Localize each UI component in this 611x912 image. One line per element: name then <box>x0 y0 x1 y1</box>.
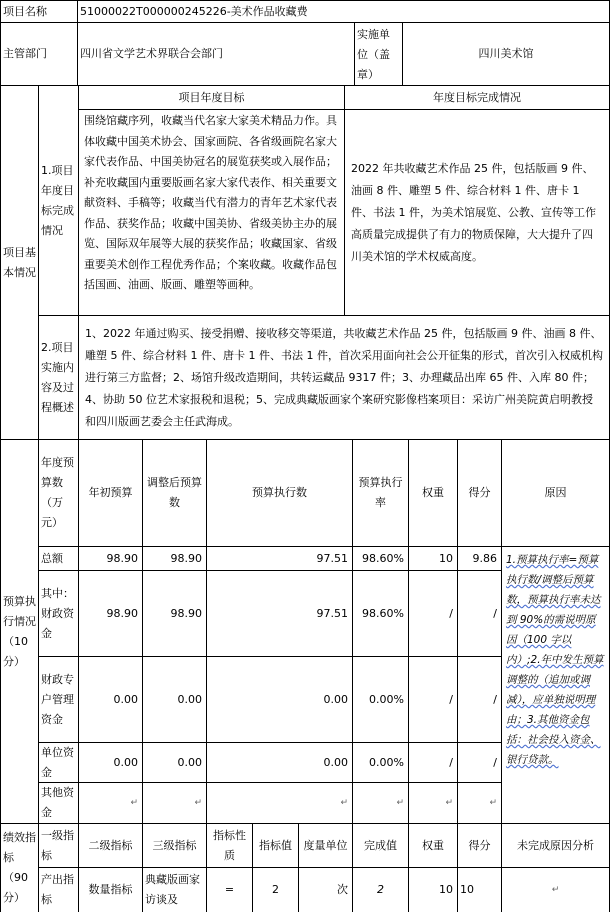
impl-content-text: 1、2022 年通过购买、接受捐赠、接收移交等渠道，共收藏艺术作品 25 件，包括版画 9 件、油画 8 件、雕塑 5 件、综合材料 1 件、唐卡 1 件、书法 1 件，首次采用面向社会公开征集的形式，首次引入权威机构进行第三方监督；2、场馆升级改造期间，共转运藏品 9317 件；3、办理藏品出库 65 件、入库 80 件；4、协助 50 位艺术家报税和退税；5、完成典藏版画家个案研究影像档案项目：采访广州美院黄启明教授和四川版画艺委会主任武海成。 <box>79 316 610 440</box>
unit-initial: 0.00 <box>79 743 143 783</box>
total-adjusted: 98.90 <box>143 547 207 571</box>
label-perf-score: 得分 <box>458 824 502 868</box>
perf-lvl2: 数量指标 <box>79 868 143 912</box>
label-score: 得分 <box>458 440 502 547</box>
label-project-name: 项目名称 <box>0 0 78 23</box>
label-done-value: 完成值 <box>353 824 409 868</box>
label-fiscal-special: 财政专户管理资金 <box>39 657 79 743</box>
other-score: ↵ <box>458 783 502 824</box>
label-total: 总额 <box>39 547 79 571</box>
label-unit: 度量单位 <box>299 824 353 868</box>
project-name-value: 51000022T000000245226-美术作品收藏费 <box>78 0 610 23</box>
fiscal-adjusted: 98.90 <box>143 571 207 657</box>
perf-nature: = <box>207 868 253 912</box>
other-rate: ↵ <box>353 783 409 824</box>
perf-weight: 10 <box>409 868 458 912</box>
dept-value: 四川省文学艺术界联合会部门 <box>78 23 355 86</box>
other-adjusted: ↵ <box>143 783 207 824</box>
perf-score: 10 <box>458 868 502 912</box>
special-rate: 0.00% <box>353 657 409 743</box>
fiscal-rate: 98.60% <box>353 571 409 657</box>
perf-lvl3: 典藏版画家访谈及 <box>143 868 207 912</box>
fiscal-initial: 98.90 <box>79 571 143 657</box>
unit-score: / <box>458 743 502 783</box>
annual-goal-text: 围绕馆藏序列，收藏当代名家大家美术精品力作。具体收藏中国美术协会、国家画院、各省级画院名家大家代表作品、中国美协冠名的展览获奖或入展作品；补充收藏国内重要版画名家大家代表作、相关重要文献资料、手稿等；收藏当代有潜力的青年艺术家代表作品、获奖作品；收藏中国美协、省级美协主办的展览、国际双年展等大展的获奖作品；收藏国家、省级重要美术创作工程优秀作品；个案收藏。收藏作品包括国画、油画、版画、雕塑等画种。 <box>79 110 345 316</box>
label-fiscal: 其中：财政资金 <box>39 571 79 657</box>
label-exec-amount: 预算执行数 <box>207 440 353 547</box>
unit-exec: 0.00 <box>207 743 353 783</box>
label-lvl2: 二级指标 <box>79 824 143 868</box>
perf-lvl1: 产出指标 <box>39 868 79 912</box>
label-adjusted-budget: 调整后预算数 <box>143 440 207 547</box>
total-weight: 10 <box>409 547 458 571</box>
label-dept: 主管部门 <box>0 23 78 86</box>
perf-done: 2 <box>353 868 409 912</box>
label-initial-budget: 年初预算 <box>79 440 143 547</box>
label-goal-done: 年度目标完成情况 <box>345 86 610 110</box>
label-nature: 指标性质 <box>207 824 253 868</box>
other-exec: ↵ <box>207 783 353 824</box>
label-exec-rate: 预算执行率 <box>353 440 409 547</box>
fiscal-exec: 97.51 <box>207 571 353 657</box>
label-impl-content: 2.项目实施内容及过程概述 <box>39 316 79 440</box>
goal-done-text: 2022 年共收藏艺术作品 25 件，包括版画 9 件、油画 8 件、雕塑 5 件、综合材料 1 件、唐卡 1 件、书法 1 件，为美术馆展览、公教、宣传等工作高质量完成提供了有力的物质保障，大大提升了四川美术馆的学术权威高度。 <box>345 110 610 316</box>
special-score: / <box>458 657 502 743</box>
label-annual-goal: 项目年度目标 <box>79 86 345 110</box>
perf-value: 2 <box>253 868 299 912</box>
total-exec: 97.51 <box>207 547 353 571</box>
label-lvl3: 三级指标 <box>143 824 207 868</box>
total-rate: 98.60% <box>353 547 409 571</box>
perf-unit: 次 <box>299 868 353 912</box>
perf-reason: ↵ <box>502 868 610 912</box>
special-adjusted: 0.00 <box>143 657 207 743</box>
label-impl-unit: 实施单位（盖章） <box>355 23 403 86</box>
fiscal-score: / <box>458 571 502 657</box>
reason-note: 1.预算执行率=预算执行数/调整后预算数，预算执行率未达到 90%的需说明原因（100 字以内）;2.年中发生预算调整的（追加或调减），应单独说明理由；3.其他资金包括：社会投入资金、银行贷款。 <box>502 547 610 824</box>
unit-rate: 0.00% <box>353 743 409 783</box>
impl-unit-value: 四川美术馆 <box>403 23 610 86</box>
label-lvl1: 一级指标 <box>39 824 79 868</box>
label-budget-exec: 预算执行情况（10分） <box>0 440 39 824</box>
label-weight: 权重 <box>409 440 458 547</box>
label-ind-value: 指标值 <box>253 824 299 868</box>
other-weight: ↵ <box>409 783 458 824</box>
label-reason: 原因 <box>502 440 610 547</box>
unit-weight: / <box>409 743 458 783</box>
label-basic-info: 项目基本情况 <box>0 86 39 440</box>
label-other-funds: 其他资金 <box>39 783 79 824</box>
label-unfinished-reason: 未完成原因分析 <box>502 824 610 868</box>
label-performance: 绩效指标（90分） <box>0 824 39 912</box>
special-exec: 0.00 <box>207 657 353 743</box>
total-initial: 98.90 <box>79 547 143 571</box>
label-unit-funds: 单位资金 <box>39 743 79 783</box>
special-weight: / <box>409 657 458 743</box>
fiscal-weight: / <box>409 571 458 657</box>
unit-adjusted: 0.00 <box>143 743 207 783</box>
total-score: 9.86 <box>458 547 502 571</box>
label-annual-budget: 年度预算数（万元） <box>39 440 79 547</box>
label-perf-weight: 权重 <box>409 824 458 868</box>
label-goal-completion: 1.项目年度目标完成情况 <box>39 86 79 316</box>
special-initial: 0.00 <box>79 657 143 743</box>
other-initial: ↵ <box>79 783 143 824</box>
